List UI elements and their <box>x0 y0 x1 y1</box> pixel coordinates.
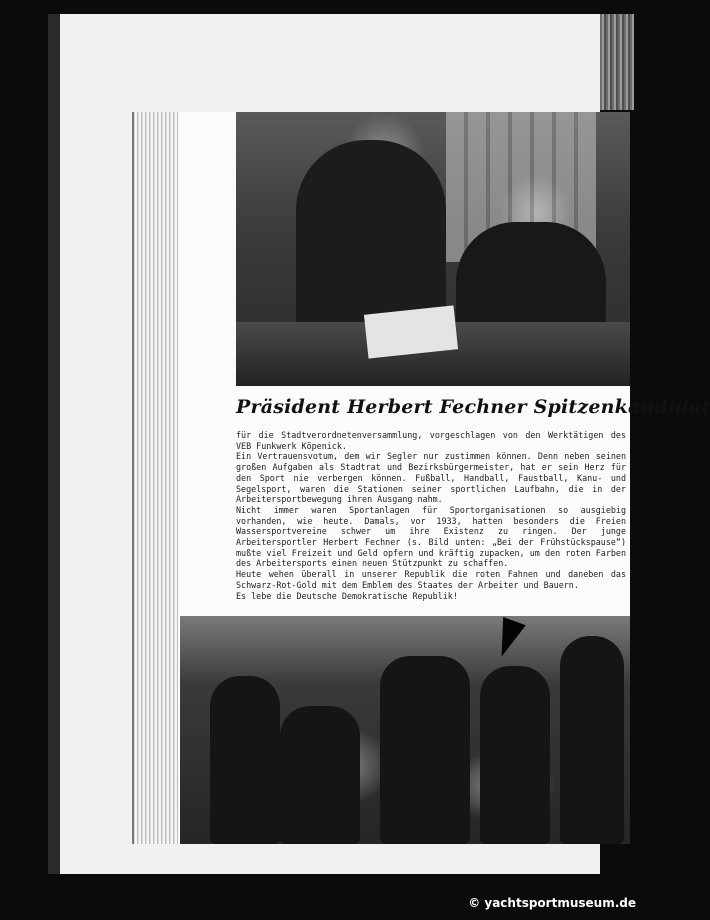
watermark-credit: © yachtsportmuseum.de <box>468 896 636 910</box>
article-body <box>236 430 626 601</box>
person <box>380 656 470 844</box>
board-edge <box>48 14 60 874</box>
person <box>480 666 550 844</box>
paragraph: Ein Vertrauensvotum, dem wir Segler nur zustimmen können. Denn neben seinen großen Aufgaben als Stadtrat und Bezirksbürgermeister, hat er sein Herz für den Sport nie verbergen können. Fußball, Handball, Faustball, Kanu- und Segelsport, waren die Stationen seiner sportlichen Laufbahn, die in der Arbeitersportbewegung ihren Ausgang nahm. <box>236 451 626 505</box>
person <box>560 636 624 844</box>
arrow-marker-icon <box>490 617 526 661</box>
page-block <box>132 112 180 844</box>
paragraph: Heute wehen überall in unserer Republik die roten Fahnen und daneben das Schwarz-Rot-Gold mit dem Emblem des Staates der Arbeiter und Bauern. <box>236 569 626 590</box>
magazine-page <box>178 112 710 844</box>
paragraph: für die Stadtverordnetenversammlung, vorgeschlagen von den Werktätigen des VEB Funkwerk Köpenick. <box>236 430 626 451</box>
paragraph: Nicht immer waren Sportanlagen für Sportorganisationen so ausgiebig vorhanden, wie heute. Damals, vor 1933, hatten besonders die Freien Wassersportvereine schwer um ihre Existenz zu ringen. Der junge Arbeitersportler Herbert Fechner (s. Bild unten: „Bei der Frühstückspause“) mußte viel Freizeit und Geld opfern und kräftig zupacken, um den roten Farben des Arbeitersports einen neuen Stützpunkt zu schaffen. <box>236 504 626 569</box>
fabric-strip <box>600 14 634 110</box>
document-sheet <box>364 305 458 358</box>
person <box>280 706 360 844</box>
person <box>210 676 280 844</box>
standing-man <box>296 140 446 330</box>
paragraph: Es lebe die Deutsche Demokratische Republik! <box>236 590 458 601</box>
office-photo <box>236 112 630 386</box>
breakfast-break-photo <box>180 616 630 844</box>
article-headline: Präsident Herbert Fechner Spitzenkandidat <box>236 396 710 418</box>
